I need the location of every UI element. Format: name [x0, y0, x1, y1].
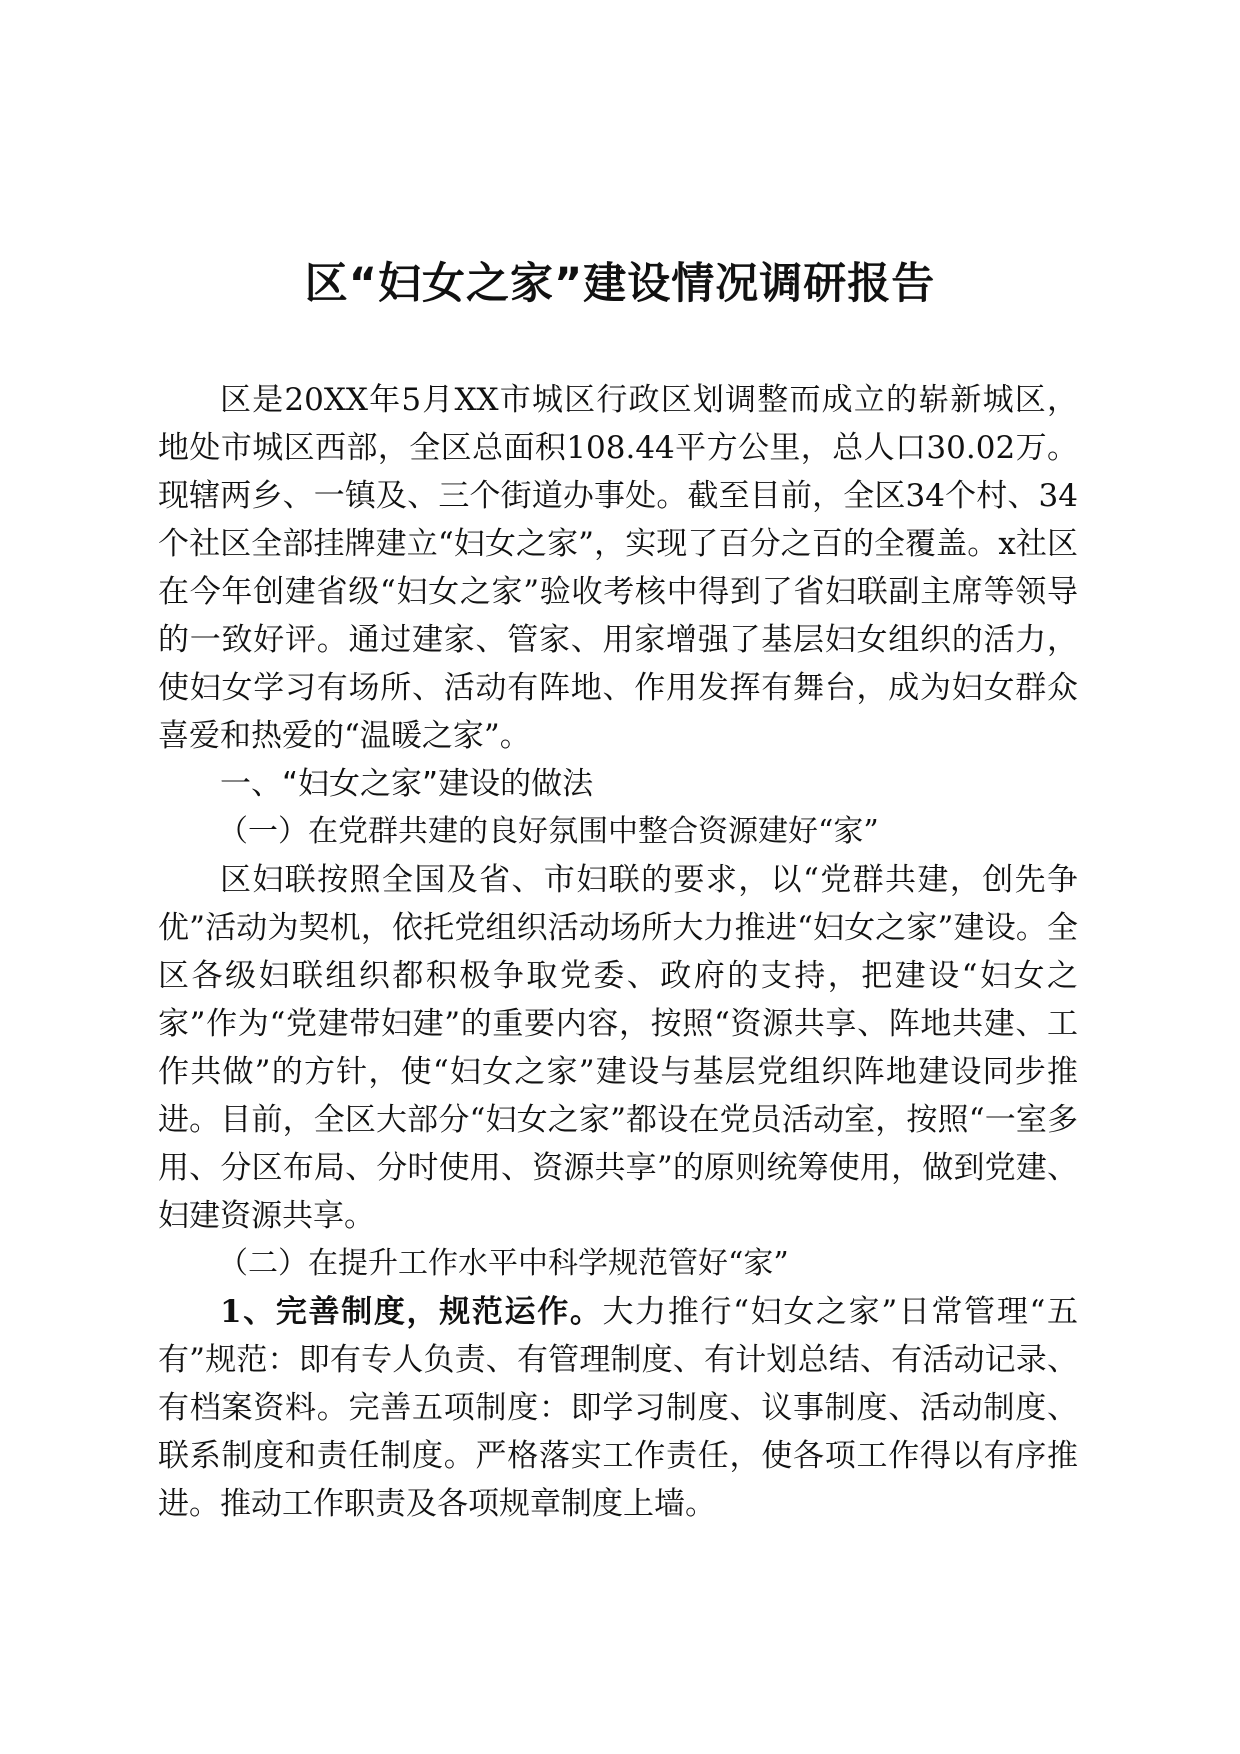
subsection-heading-1: （一）在党群共建的良好氛围中整合资源建好“家”	[218, 814, 879, 849]
item-1-text: 大力推行“妇女之家”日常管理“五有”规范：即有专人负责、有管理制度、有计划总结、有活动记录、有档案资料。完善五项制度：即学习制度、议事制度、活动制度、联系制度和责任制度。严格落实工作责任，使各项工作得以有序推进。推动工作职责及各项规章制度上墙。	[158, 1294, 1078, 1522]
subsection-1-paragraph: 区妇联按照全国及省、市妇联的要求，以“党群共建，创先争优”活动为契机，依托党组织活动场所大力推进“妇女之家”建设。全区各级妇联组织都积极争取党委、政府的支持，把建设“妇女之家”作为“党建带妇建”的重要内容，按照“资源共享、阵地共建、工作共做”的方针，使“妇女之家”建设与基层党组织阵地建设同步推进。目前，全区大部分“妇女之家”都设在党员活动室，按照“一室多用、分区布局、分时使用、资源共享”的原则统筹使用，做到党建、妇建资源共享。	[158, 862, 1078, 1234]
item-1-lead: 1、完善制度，规范运作。	[220, 1294, 603, 1330]
intro-paragraph: 区是20XX年5月XX市城区行政区划调整而成立的崭新城区，地处市城区西部，全区总面积108.44平方公里，总人口30.02万。现辖两乡、一镇及、三个街道办事处。截至目前，全区34个村、34个社区全部挂牌建立“妇女之家”，实现了百分之百的全覆盖。x社区在今年创建省级“妇女之家”验收考核中得到了省妇联副主席等领导的一致好评。通过建家、管家、用家增强了基层妇女组织的活力，使妇女学习有场所、活动有阵地、作用发挥有舞台，成为妇女群众喜爱和热爱的“温暖之家”。	[158, 382, 1078, 754]
subsection-heading-2: （二）在提升工作水平中科学规范管好“家”	[218, 1246, 789, 1281]
document-title: 区“妇女之家”建设情况调研报告	[304, 259, 936, 309]
section-heading-1: 一、“妇女之家”建设的做法	[220, 766, 594, 802]
item-1-paragraph	[158, 1288, 1078, 1528]
document-body	[158, 376, 1078, 1528]
